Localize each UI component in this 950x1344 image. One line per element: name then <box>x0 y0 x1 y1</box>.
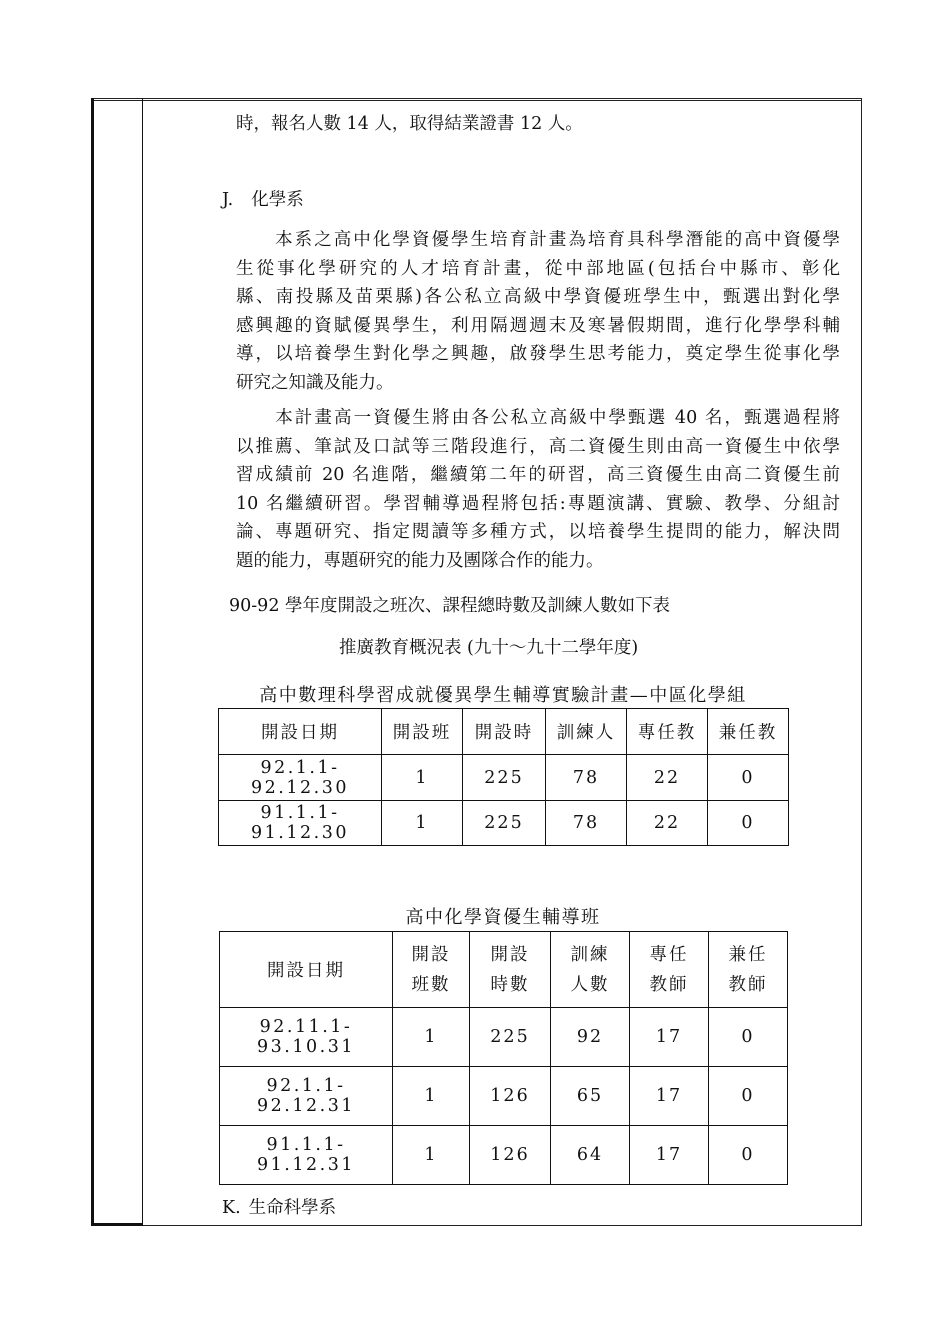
table-cell-date: 92.1.1-92.12.31 <box>220 1067 393 1126</box>
table-cell: 225 <box>463 755 546 801</box>
table-title: 推廣教育概況表 (九十～九十二學年度) <box>339 638 639 658</box>
table-cell-date: 92.1.1-92.12.30 <box>219 755 382 801</box>
table-row <box>220 1067 788 1126</box>
table-cell: 126 <box>470 1067 551 1126</box>
header-line: 專任 <box>649 944 689 965</box>
table-cell: 65 <box>551 1067 630 1126</box>
table-cell: 225 <box>470 1008 551 1067</box>
table-1-header-cell: 訓練人 <box>546 709 627 755</box>
table-1-header-row <box>219 709 789 755</box>
section-j-marker: J. <box>222 190 234 210</box>
section-k-title: 生命科學系 <box>248 1198 337 1218</box>
header-line: 教師 <box>728 974 768 995</box>
table-2-caption: 高中化學資優生輔導班 <box>405 907 601 928</box>
table-cell: 1 <box>393 1008 470 1067</box>
table-2 <box>219 931 788 1185</box>
header-line: 開設 <box>411 944 451 965</box>
paragraph-1-line: 本系之高中化學資優學生培育計畫為培育具科學潛能的高中資優學 <box>236 230 840 250</box>
table-2-header-cell <box>551 932 630 1008</box>
table-cell: 17 <box>630 1008 709 1067</box>
paragraph-2-line: 題的能力，專題研究的能力及團隊合作的能力。 <box>236 550 604 571</box>
table-1-header-cell: 開設日期 <box>219 709 382 755</box>
table-cell: 22 <box>627 755 708 801</box>
paragraph-2 <box>236 404 840 575</box>
table-cell-date: 91.1.1-91.12.30 <box>219 801 382 846</box>
table-cell: 1 <box>393 1067 470 1126</box>
table-cell: 0 <box>708 801 789 846</box>
frame-double-top-line <box>91 100 862 101</box>
table-cell: 64 <box>551 1126 630 1185</box>
table-row <box>220 1008 788 1067</box>
table-cell: 17 <box>630 1126 709 1185</box>
table-row <box>219 755 789 801</box>
section-j-title: 化學系 <box>251 190 304 210</box>
paragraph-2-line: 習成績前 20 名進階，繼續第二年的研習，高三資優生由高二資優生前 <box>236 465 840 485</box>
header-line: 時數 <box>490 974 530 995</box>
table-2-header-cell <box>393 932 470 1008</box>
table-cell: 0 <box>708 755 789 801</box>
paragraph-2-line: 10 名繼續研習。學習輔導過程將包括:專題演講、實驗、教學、分組討 <box>236 493 840 514</box>
header-line: 人數 <box>570 974 610 995</box>
paragraph-2-line: 論、專題研究、指定閱讀等多種方式，以培養學生提問的能力，解決問 <box>236 522 840 542</box>
table-2-header-cell: 開設日期 <box>220 932 393 1008</box>
header-line: 兼任 <box>728 944 768 965</box>
frame-column-divider <box>142 98 143 1226</box>
section-j-heading <box>222 186 304 215</box>
table-2-header-cell <box>470 932 551 1008</box>
table-cell-date: 92.11.1-93.10.31 <box>220 1008 393 1067</box>
table-cell: 0 <box>709 1067 788 1126</box>
frame-bottom-left-border <box>91 1223 143 1226</box>
header-line: 教師 <box>649 974 689 995</box>
paragraph-1 <box>236 226 840 397</box>
header-line: 班數 <box>411 974 451 995</box>
table-cell: 1 <box>382 755 463 801</box>
table-cell: 1 <box>382 801 463 846</box>
paragraph-1-line: 導，以培養學生對化學之興趣，啟發學生思考能力，奠定學生從事化學 <box>236 344 840 364</box>
table-cell: 78 <box>546 801 627 846</box>
table-1-header-cell: 兼任教 <box>708 709 789 755</box>
paragraph-2-line: 本計畫高一資優生將由各公私立高級中學甄選 40 名，甄選過程將 <box>236 408 840 428</box>
table-row <box>219 801 789 846</box>
paragraph-1-line: 感興趣的資賦優異學生，利用隔週週末及寒暑假期間，進行化學學科輔 <box>236 315 840 336</box>
table-cell: 0 <box>709 1126 788 1185</box>
paragraph-2-line: 以推薦、筆試及口試等三階段進行，高二資優生則由高一資優生中依學 <box>236 436 840 457</box>
table-cell: 22 <box>627 801 708 846</box>
table-2-header-cell <box>709 932 788 1008</box>
table-cell: 92 <box>551 1008 630 1067</box>
table-2-header-cell <box>630 932 709 1008</box>
table-cell: 1 <box>393 1126 470 1185</box>
table-cell-date: 91.1.1-91.12.31 <box>220 1126 393 1185</box>
table-cell: 225 <box>463 801 546 846</box>
table-cell: 17 <box>630 1067 709 1126</box>
header-line: 訓練 <box>570 944 610 965</box>
section-k-heading <box>222 1194 336 1223</box>
paragraph-1-line: 研究之知識及能力。 <box>236 372 394 393</box>
table-1-header-cell: 專任教 <box>627 709 708 755</box>
top-line-text: 時，報名人數 14 人，取得結業證書 12 人。 <box>236 114 583 134</box>
table-row <box>220 1126 788 1185</box>
table-cell: 0 <box>709 1008 788 1067</box>
table-1-header-cell: 開設時 <box>463 709 546 755</box>
section-k-marker: K. <box>222 1198 241 1218</box>
paragraph-1-line: 縣、南投縣及苗栗縣)各公私立高級中學資優班學生中，甄選出對化學 <box>236 287 840 307</box>
summary-line: 90-92 學年度開設之班次、課程總時數及訓練人數如下表 <box>229 596 671 616</box>
frame-left-border <box>91 98 94 1226</box>
table-1-caption: 高中數理科學習成就優異學生輔導實驗計畫—中區化學組 <box>259 685 747 706</box>
table-1 <box>218 708 789 846</box>
header-line: 開設 <box>490 944 530 965</box>
table-1-header-cell: 開設班 <box>382 709 463 755</box>
paragraph-1-line: 生從事化學研究的人才培育計畫，從中部地區(包括台中縣市、彰化 <box>236 258 840 279</box>
table-cell: 78 <box>546 755 627 801</box>
table-2-header-row <box>220 932 788 1008</box>
table-cell: 126 <box>470 1126 551 1185</box>
